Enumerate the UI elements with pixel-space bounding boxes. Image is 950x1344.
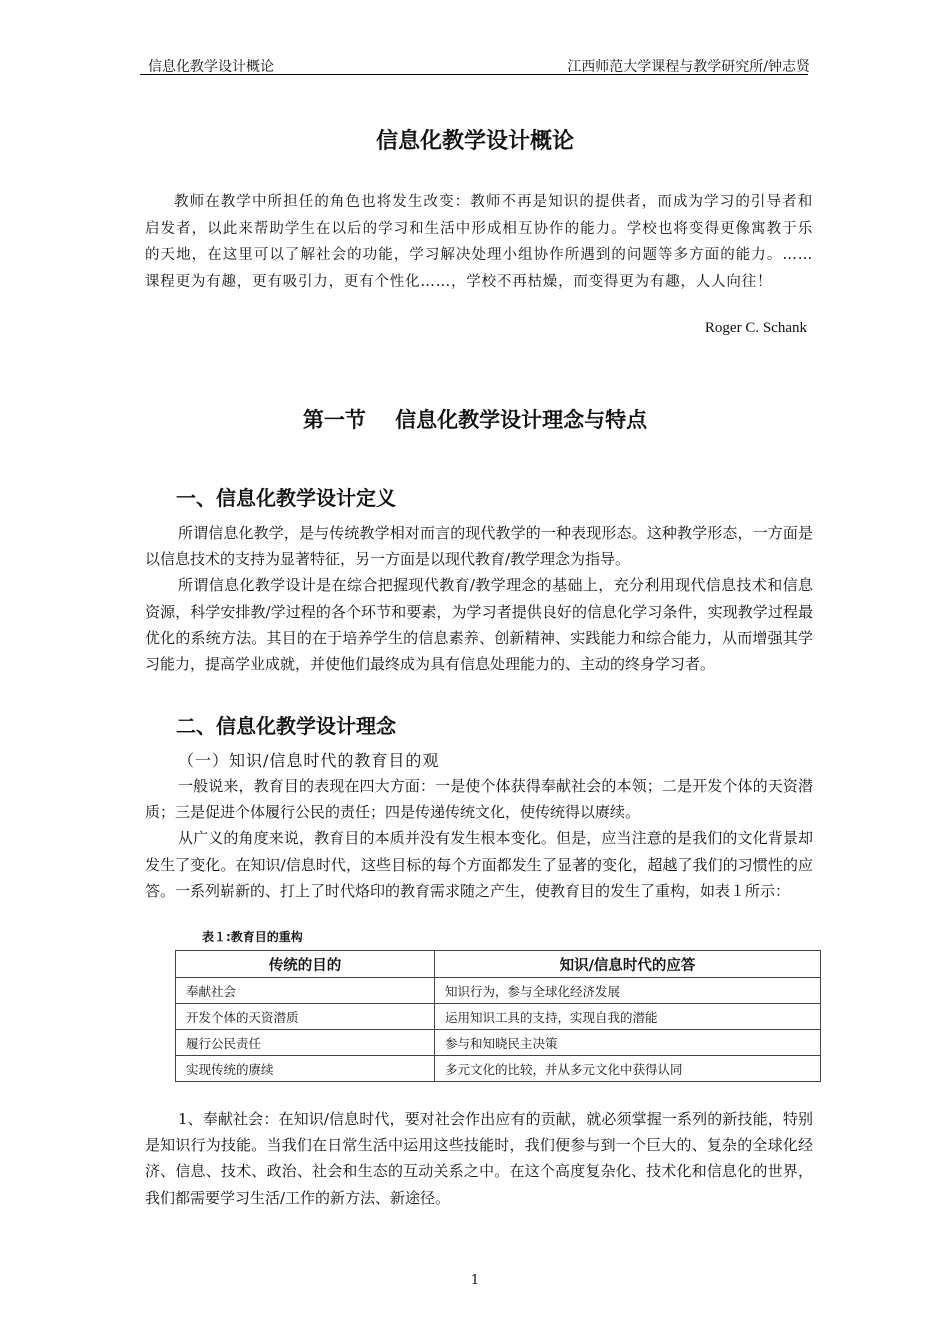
paragraph: 从广义的角度来说，教育目的本质并没有发生根本变化。但是，应当注意的是我们的文化背景却发生了变化。在知识/信息时代，这些目标的每个方面都发生了显著的变化，超越了我们的习惯性的应答。一系列崭新的、打上了时代烙印的教育需求随之产生，使教育目的发生了重构，如表１所示： (145, 829, 813, 900)
concept-body (145, 773, 813, 904)
definition-body (145, 520, 813, 677)
paragraph: 1、奉献社会：在知识/信息时代，要对社会作出应有的贡献，就必须掌握一系列的新技能，特别是知识行为技能。当我们在日常生活中运用这些技能时，我们便参与到一个巨大的、复杂的全球化经济、信息、技术、政治、社会和生态的互动关系之中。在这个高度复杂化、技术化和信息化的世界，我们都需要学习生活/工作的新方法、新途径。 (145, 1110, 813, 1207)
table-header-cell: 知识/信息时代的应答 (435, 951, 821, 978)
paragraph: 所谓信息化教学，是与传统教学相对而言的现代教学的一种表现形态。这种教学形态，一方面是以信息技术的支持为显著特征，另一方面是以现代教育/教学理念为指导。 (145, 524, 813, 569)
paragraph: 所谓信息化教学设计是在综合把握现代教育/教学理念的基础上，充分利用现代信息技术和信息资源，科学安排教/学过程的各个环节和要素，为学习者提供良好的信息化学习条件，实现教学过程最优化的系统方法。其目的在于培养学生的信息素养、创新精神、实践能力和综合能力，从而增强其学习能力，提高学业成就，并使他们最终成为具有信息处理能力的、主动的终身学习者。 (145, 576, 813, 674)
page-number: 1 (470, 1273, 480, 1288)
document-title: 信息化教学设计概论 (375, 129, 574, 154)
table-row (176, 1030, 821, 1056)
table-cell: 履行公民责任 (176, 1030, 435, 1056)
epigraph-quote (145, 189, 813, 295)
table-cell: 知识行为，参与全球化经济发展 (435, 978, 821, 1004)
table-cell: 开发个体的天资潜质 (176, 1004, 435, 1030)
paragraph: 一般说来，教育目的表现在四大方面：一是使个体获得奉献社会的本领；二是开发个体的天资潜质；三是促进个体履行公民的责任；四是传递传统文化，使传统得以赓续。 (145, 777, 813, 822)
heading-definition: 一、信息化教学设计定义 (176, 486, 396, 510)
table-header-row (176, 951, 821, 978)
table-cell: 参与和知晓民主决策 (435, 1030, 821, 1056)
table-row (176, 1004, 821, 1030)
table-header-cell: 传统的目的 (176, 951, 435, 978)
header-right-text: 江西师范大学课程与教学研究所/钟志贤 (567, 59, 810, 75)
header-divider (140, 74, 808, 75)
table-row (176, 978, 821, 1004)
table-cell: 多元文化的比较，并从多元文化中获得认同 (435, 1056, 821, 1082)
table-caption: 表１:教育目的重构 (202, 930, 303, 944)
header-left-text: 信息化教学设计概论 (148, 59, 274, 75)
heading-concept: 二、信息化教学设计理念 (176, 714, 396, 738)
subheading-education-purpose: （一）知识/信息时代的教育目的观 (178, 751, 440, 770)
closing-body (145, 1106, 813, 1211)
section-title: 第一节 信息化教学设计理念与特点 (302, 408, 648, 432)
quote-text: 教师在教学中所担任的角色也将发生改变：教师不再是知识的提供者，而成为学习的引导者和启发者，以此来帮助学生在以后的学习和生活中形成相互协作的能力。学校也将变得更像寓教于乐的天地，在这里可以了解社会的功能，学习解决处理小组协作所遇到的问题等多方面的能力。……课程更为有趣，更有吸引力，更有个性化……，学校不再枯燥，而变得更为有趣，人人向往！ (145, 194, 813, 290)
education-purpose-table (175, 950, 821, 1082)
table-cell: 奉献社会 (176, 978, 435, 1004)
quote-author: Roger C. Schank (704, 320, 807, 336)
table-cell: 实现传统的赓续 (176, 1056, 435, 1082)
table-cell: 运用知识工具的支持，实现自我的潜能 (435, 1004, 821, 1030)
table-row (176, 1056, 821, 1082)
